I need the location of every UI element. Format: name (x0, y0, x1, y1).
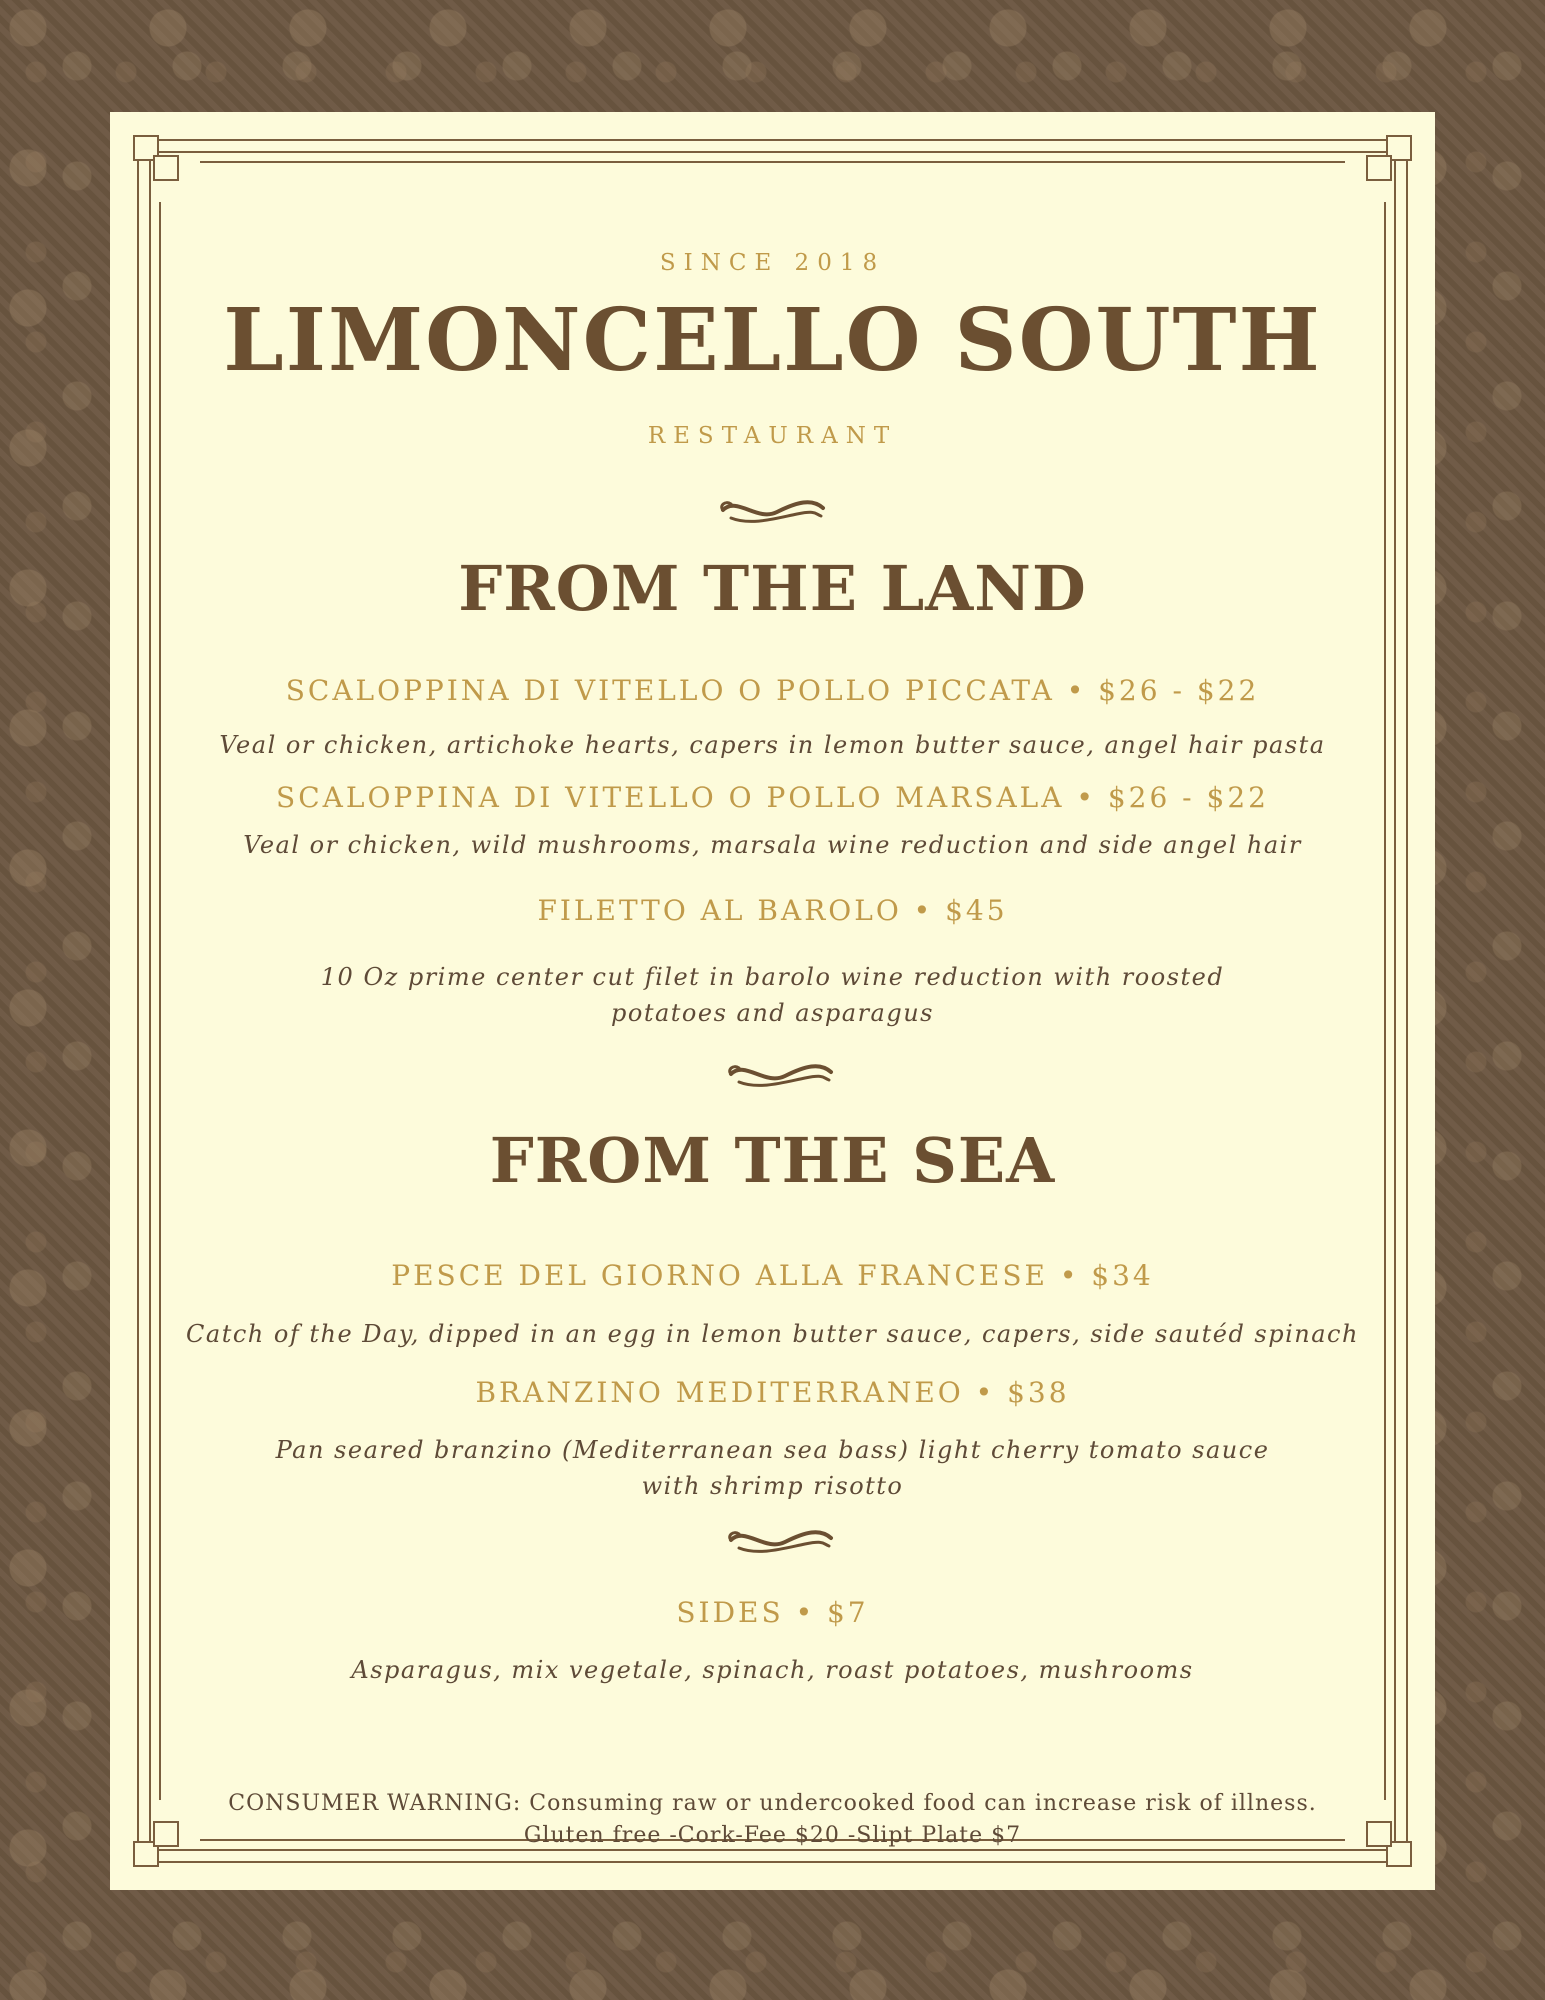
menu-item-name: BRANZINO MEDITERRANEO • $38 (475, 1376, 1070, 1409)
since-label: SINCE 2018 (659, 250, 886, 276)
menu-item-desc: potatoes and asparagus (611, 999, 934, 1027)
menu-item-name: SCALOPPINA DI VITELLO O POLLO PICCATA • $26 - $22 (285, 674, 1260, 707)
menu-item-desc: Veal or chicken, artichoke hearts, capers in lemon butter sauce, angel hair pasta (219, 731, 1326, 759)
menu-item-desc: Veal or chicken, wild mushrooms, marsala wine reduction and side angel hair (243, 831, 1302, 859)
menu-card (110, 112, 1435, 1890)
menu-item-desc: Catch of the Day, dipped in an egg in lemon butter sauce, capers, side sautéd spinach (186, 1320, 1359, 1348)
menu-item-name: FILETTO AL BAROLO • $45 (537, 894, 1008, 927)
menu-item-desc: Pan seared branzino (Mediterranean sea bass) light cherry tomato sauce (275, 1436, 1270, 1464)
sides-desc: Asparagus, mix vegetale, spinach, roast potatoes, mushrooms (351, 1656, 1194, 1684)
section-heading-land: FROM THE LAND (458, 552, 1087, 625)
menu-item-desc: with shrimp risotto (641, 1472, 904, 1500)
menu-item-name: PESCE DEL GIORNO ALLA FRANCESE • $34 (391, 1259, 1154, 1292)
consumer-warning: CONSUMER WARNING: Consuming raw or undercooked food can increase risk of illness. (228, 1791, 1317, 1816)
restaurant-title: LIMONCELLO SOUTH (223, 290, 1322, 391)
footer-fees: Gluten free -Cork-Fee $20 -Slipt Plate $7 (523, 1823, 1022, 1848)
section-heading-sea: FROM THE SEA (489, 1124, 1056, 1197)
swirl-ornament-icon (725, 1056, 837, 1096)
swirl-ornament-icon (725, 1522, 837, 1562)
sides-name: SIDES • $7 (676, 1596, 869, 1629)
swirl-ornament-icon (717, 492, 829, 532)
menu-item-name: SCALOPPINA DI VITELLO O POLLO MARSALA • $26 - $22 (276, 781, 1269, 814)
restaurant-subtitle: RESTAURANT (647, 423, 898, 449)
menu-item-desc: 10 Oz prime center cut filet in barolo wine reduction with roosted (320, 963, 1225, 991)
